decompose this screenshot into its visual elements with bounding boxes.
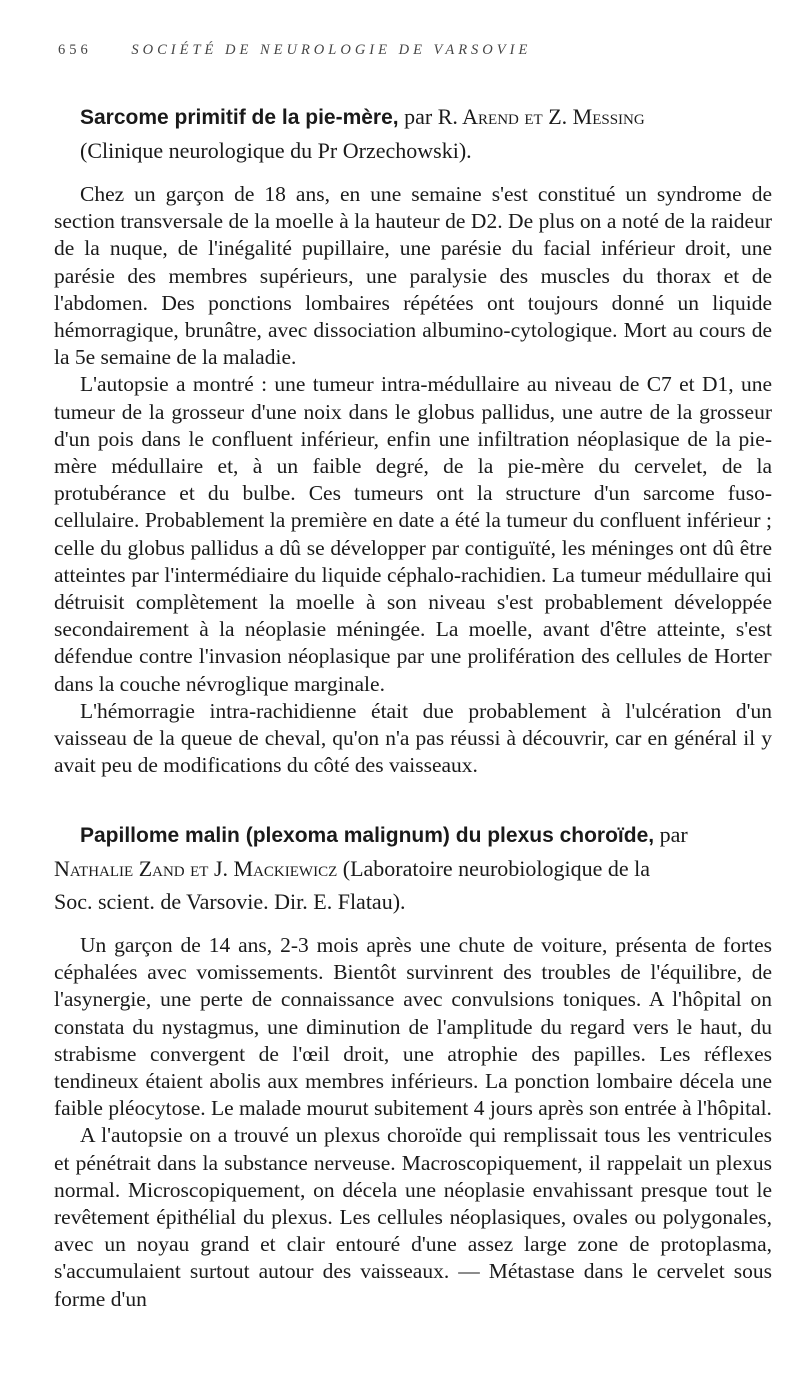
paragraph: L'autopsie a montré : une tumeur intra-médullaire au niveau de C7 et D1, une tumeur de la grosseur d'une noix dans le globus pallidus, une autre de la grosseur d'un pois dans le confluent inférieur, enfin une infiltration néoplasique de la pie-mère médullaire et, à un faible degré, de la pie-mère du cervelet, de la protubérance et du bulbe. Ces tumeurs ont la structure d'un sarcome fuso-cellulaire. Probablement la première en date a été la tumeur du confluent inférieur ; celle du globus pallidus a dû se développer par contiguïté, les méninges ont dû être atteintes par l'intermédiaire du liquide céphalo-rachidien. La tumeur médullaire qui détruisit complètement la moelle à son niveau s'est probablement développée secondairement à la néoplasie méningée. La moelle, avant d'être atteinte, s'est défendue contre l'invasion néoplasique par une prolifération des cellules de Hortег dans la couche névroglique marginale. — [54, 372, 772, 696]
article-affiliation: Soc. scient. de Varsovie. Dir. E. Flatau). — [54, 889, 406, 914]
article-title: Sarcome primitif de la pie-mère, — [80, 106, 399, 129]
article-authors: Nathalie Zand et J. Mackiewicz — [54, 856, 338, 881]
by-word: par — [404, 104, 433, 129]
article-title-line — [80, 100, 772, 134]
paragraph: Chez un garçon de 18 ans, en une semaine s'est constitué un syndrome de section transversale de la moelle à la hauteur de D2. De plus on a noté de la raideur de la nuque, de l'inégalité pupillaire, une parésie du facial inférieur droit, une parésie des membres supérieurs, une paralysie des muscles du thorax et de l'abdomen. Des ponctions lombaires répétées ont toujours donné un liquide hémorragique, brunâtre, avec dissociation albumino-cytologique. Mort au cours de la 5e semaine de la maladie. — [54, 182, 772, 370]
paragraph: L'hémorragie intra-rachidienne était due probablement à l'ulcération d'un vaisseau de la queue de cheval, qu'on n'a pas réussi à découvrir, car en général il y avait peu de modifications du côté des vaisseaux. — [54, 698, 772, 778]
journal-title: SOCIÉTÉ DE NEUROLOGIE DE VARSOVIE — [131, 42, 532, 58]
by-word: par — [659, 822, 688, 847]
article-papillome — [54, 818, 772, 1313]
article-title: Papillome malin (plexoma malignum) du plexus choroïde, — [80, 824, 655, 847]
affiliation-text: (Laboratoire neurobiologique de la — [342, 856, 651, 881]
article-authors-line — [54, 852, 772, 885]
paragraph: Un garçon de 14 ans, 2-3 mois après une chute de voiture, présenta de fortes céphalées avec vomissements. Bientôt survinrent des troubles de l'équilibre, de l'asynergie, une perte de connaissance avec convulsions toniques. A l'hôpital on constata du nystagmus, une diminution de l'amplitude du regard vers le haut, du strabisme convergent de l'œil droit, une atrophie des papilles. Les réflexes tendineux étaient abolis aux membres inférieurs. La ponction lombaire décela une faible pléocytose. Le malade mourut subitement 4 jours après son entrée à l'hôpital. — [54, 933, 772, 1121]
running-head — [58, 42, 758, 59]
article-affiliation — [80, 134, 772, 167]
paragraph: A l'autopsie on a trouvé un plexus choroïde qui remplissait tous les ventricules et pénétrait dans la substance nerveuse. Macroscopiquement, il rappelait un plexus normal. Microscopiquement, on décela une néoplasie envahissant presque tout le revêtement épithélial du plexus. Les cellules néoplasiques, ovales ou polygonales, avec un noyau grand et clair entouré d'une assez large zone de protoplasma, s'accumulaient surtout autour des vaisseaux. — Métastase dans le cervelet sous forme d'un — [54, 1123, 772, 1311]
article-authors: R. Arend et Z. Messing — [437, 104, 645, 129]
page-number: 656 — [58, 42, 92, 58]
affiliation-text: (Clinique neurologique du Pr Orzechowski). — [80, 138, 472, 163]
article-title-line — [80, 818, 772, 852]
article-sarcome — [54, 100, 772, 779]
